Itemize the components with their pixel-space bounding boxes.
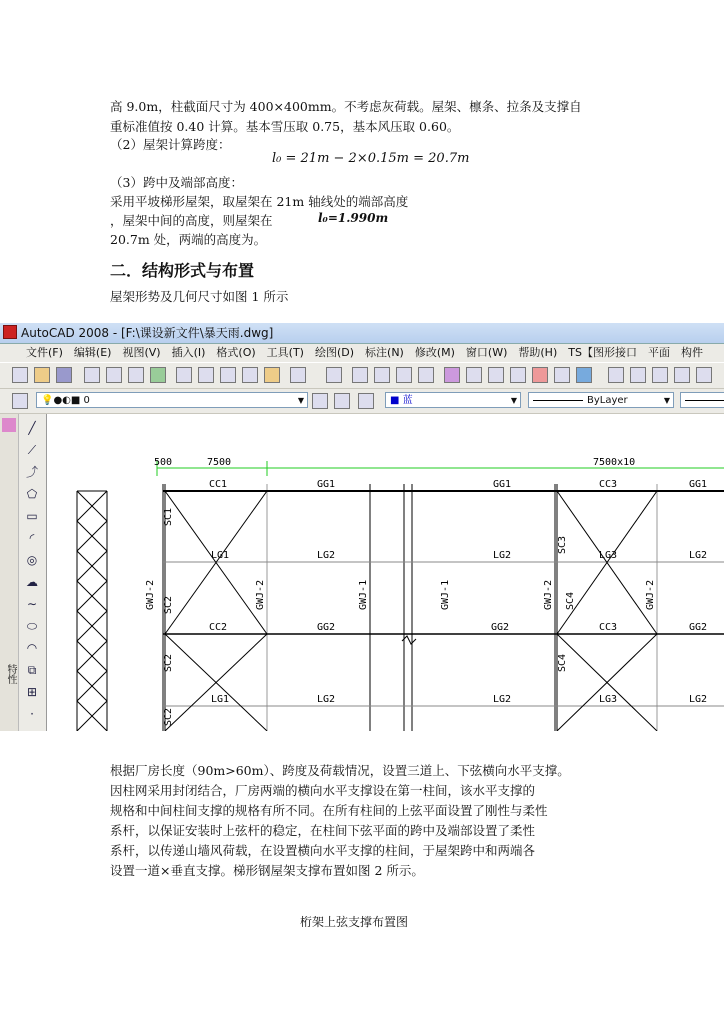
text-line: 根据厂房长度（90m>60m）、跨度及荷载情况，设置三道上、下弦横向水平支撑。 <box>110 763 570 778</box>
member-label: SC4 <box>565 591 576 610</box>
ts-tool-icon[interactable] <box>630 367 646 383</box>
menu-draw[interactable]: 绘图(D) <box>314 346 355 359</box>
member-label: GG1 <box>689 479 708 490</box>
rectangle-icon[interactable]: ▭ <box>26 509 38 523</box>
member-label: GWJ-2 <box>543 579 554 610</box>
properties-icon[interactable] <box>2 418 16 432</box>
member-label: LG3 <box>599 550 618 561</box>
text-line: （2）屋架计算跨度： <box>110 137 231 152</box>
menu-modify[interactable]: 修改(M) <box>414 346 455 359</box>
linetype-dropdown[interactable] <box>528 392 674 408</box>
member-label: CC3 <box>599 479 618 490</box>
menu-member[interactable]: 构件 <box>680 346 703 359</box>
draw-toolbar <box>0 414 47 731</box>
layer-previous-icon[interactable] <box>334 393 350 409</box>
chevron-down-icon: ▼ <box>510 396 517 405</box>
section-heading: 二．结构形式与布置 <box>110 261 255 280</box>
member-label: LG2 <box>689 550 708 561</box>
preview-icon[interactable] <box>106 367 122 383</box>
menu-dimension[interactable]: 标注(N) <box>365 346 404 359</box>
revision-cloud-icon[interactable]: ☁ <box>26 575 38 589</box>
line-tool-icon[interactable]: ╱ <box>28 421 36 435</box>
properties-dock <box>0 414 19 731</box>
menu-tools[interactable]: 工具(T) <box>266 346 304 359</box>
match-properties-icon[interactable] <box>242 367 258 383</box>
member-label: GWJ-2 <box>255 579 266 610</box>
text-line: 采用平坡梯形屋架，取屋架在 21m 轴线处的端部高度 <box>110 194 409 209</box>
menu-plan[interactable]: 平面 <box>647 346 670 359</box>
calculator-icon[interactable] <box>554 367 570 383</box>
ts-tool-icon[interactable] <box>652 367 668 383</box>
layers-toolbar <box>0 389 724 414</box>
drawing-canvas[interactable] <box>47 414 724 731</box>
text-line: 因柱网采用封闭结合，厂房两端的横向水平支撑设在第一柱间，该水平支撑的 <box>110 783 536 798</box>
member-label: CC3 <box>599 622 618 633</box>
text-line: （3）跨中及端部高度： <box>110 175 243 190</box>
text-line: 系杆，以保证安装时上弦杆的稳定，在柱间下弦平面的跨中及端部设置了柔性 <box>110 823 536 838</box>
zoom-window-icon[interactable] <box>396 367 412 383</box>
figure-caption: 桁架上弦支撑布置图 <box>300 915 409 929</box>
block-editor-icon[interactable] <box>264 367 280 383</box>
menu-view[interactable]: 视图(V) <box>122 346 161 359</box>
member-label: GG2 <box>491 622 510 633</box>
overlapping-formula: l₀=1.990m <box>318 211 389 225</box>
menu-insert[interactable]: 插入(I) <box>171 346 206 359</box>
layer-value: 0 <box>83 395 90 406</box>
properties-icon[interactable] <box>444 367 460 383</box>
text-line: 重标准值按 0.40 计算。基本雪压取 0.75，基本风压取 0.60。 <box>110 119 460 134</box>
member-label: GWJ-2 <box>145 579 156 610</box>
truss-elevation <box>77 491 107 731</box>
layer-dropdown[interactable] <box>36 392 308 408</box>
autocad-window <box>0 323 724 731</box>
publish-icon[interactable] <box>128 367 144 383</box>
lineweight-dropdown[interactable] <box>680 392 724 408</box>
member-label: CC2 <box>209 622 228 633</box>
undo-icon[interactable] <box>290 367 306 383</box>
text-line: 设置一道×垂直支撑。梯形钢屋架支撑布置如图 2 所示。 <box>110 863 424 878</box>
member-label: SC3 <box>557 535 568 554</box>
member-label: LG2 <box>493 550 512 561</box>
redo-icon[interactable] <box>326 367 342 383</box>
polygon-icon[interactable]: ⬠ <box>26 487 38 501</box>
color-dropdown[interactable] <box>385 392 521 408</box>
ts-tool-icon[interactable] <box>674 367 690 383</box>
member-label: LG1 <box>211 550 230 561</box>
text-line: 20.7m 处，两端的高度为。 <box>110 232 267 247</box>
menu-bar <box>0 344 724 362</box>
linetype-value: ByLayer <box>587 395 628 406</box>
menu-file[interactable]: 文件(F) <box>26 346 63 359</box>
chevron-down-icon: ▼ <box>663 396 670 405</box>
save-icon[interactable] <box>56 367 72 383</box>
text-line: 系杆，以传递山墙风荷载，在设置横向水平支撑的柱间，于屋架跨中和两端各 <box>110 843 536 858</box>
linetype-sample <box>533 400 583 401</box>
standard-toolbar <box>0 363 724 389</box>
member-label: SC1 <box>163 507 174 526</box>
point-icon[interactable]: · <box>30 707 34 721</box>
ts-tool-icon[interactable] <box>696 367 712 383</box>
polyline-icon[interactable]: ⤴ <box>25 465 38 479</box>
chevron-down-icon: ▼ <box>297 396 304 405</box>
insert-block-icon[interactable]: ⧉ <box>27 663 37 677</box>
design-center-icon[interactable] <box>466 367 482 383</box>
ellipse-arc-icon[interactable]: ◠ <box>26 641 38 655</box>
help-icon[interactable] <box>576 367 592 383</box>
menu-edit[interactable]: 编辑(E) <box>73 346 112 359</box>
member-label: GWJ-1 <box>440 579 451 610</box>
member-label: LG2 <box>317 694 336 705</box>
member-label: SC4 <box>557 653 568 672</box>
spline-icon[interactable]: ∼ <box>26 597 38 611</box>
color-value: ■ 蓝 <box>390 395 413 406</box>
text-line: 高 9.0m，柱截面尺寸为 400×400mm。不考虑灰荷载。屋架、檩条、拉条及支撑自 <box>110 99 582 114</box>
member-label: GG2 <box>317 622 336 633</box>
sheet-set-icon[interactable] <box>510 367 526 383</box>
member-label: SC2 <box>163 653 174 672</box>
menu-ts[interactable]: TS【图形接口 <box>568 346 637 359</box>
member-label: GG2 <box>689 622 708 633</box>
ts-tool-icon[interactable] <box>608 367 624 383</box>
tool-palettes-icon[interactable] <box>488 367 504 383</box>
autocad-app-icon <box>3 325 17 339</box>
member-label: GG1 <box>317 479 336 490</box>
properties-dock-label: 特性 <box>5 664 16 684</box>
member-label: LG1 <box>211 694 230 705</box>
member-label: SC2 <box>163 595 174 614</box>
cut-icon[interactable] <box>176 367 192 383</box>
zoom-realtime-icon[interactable] <box>374 367 390 383</box>
circle-icon[interactable]: ◎ <box>26 553 38 567</box>
menu-help[interactable]: 帮助(H) <box>518 346 558 359</box>
bracing-plan-drawing <box>47 414 724 731</box>
make-current-layer-icon[interactable] <box>312 393 328 409</box>
construction-line-icon[interactable]: ⟋ <box>27 443 37 457</box>
window-title: AutoCAD 2008 - [F:\课设新文件\暴天雨.dwg] <box>21 326 274 340</box>
open-icon[interactable] <box>34 367 50 383</box>
member-label: GG1 <box>493 479 512 490</box>
zoom-previous-icon[interactable] <box>418 367 434 383</box>
layer-state-icons: 💡●◐■ <box>41 395 84 406</box>
member-label: GWJ-2 <box>645 579 656 610</box>
dim-label: 7500 <box>207 457 232 468</box>
member-label: LG2 <box>689 694 708 705</box>
member-label: GWJ-1 <box>358 579 369 610</box>
text-line: ，屋架中间的高度，则屋架在 <box>110 213 273 228</box>
arc-icon[interactable]: ◜ <box>29 531 35 545</box>
lineweight-sample <box>685 400 724 401</box>
member-label: LG2 <box>317 550 336 561</box>
dim-label: 500 <box>154 457 173 468</box>
span-formula: l₀ = 21m − 2×0.15m = 20.7m <box>272 151 470 166</box>
intro-text: 屋架形势及几何尺寸如图 1 所示 <box>110 289 289 304</box>
new-icon[interactable] <box>12 367 28 383</box>
print-icon[interactable] <box>84 367 100 383</box>
pan-icon[interactable] <box>352 367 368 383</box>
member-label: LG2 <box>493 694 512 705</box>
title-bar <box>0 323 724 344</box>
paste-icon[interactable] <box>220 367 236 383</box>
copy-icon[interactable] <box>198 367 214 383</box>
member-label: CC1 <box>209 479 228 490</box>
member-label: LG3 <box>599 694 618 705</box>
layer-states-icon[interactable] <box>358 393 374 409</box>
3d-icon[interactable] <box>150 367 166 383</box>
dim-label: 7500x10 <box>593 457 636 468</box>
menu-window[interactable]: 窗口(W) <box>465 346 508 359</box>
ellipse-icon[interactable]: ⬭ <box>26 619 38 633</box>
text-line: 规格和中间柱间支撑的规格有所不同。在所有柱间的上弦平面设置了刚性与柔性 <box>110 803 548 818</box>
menu-format[interactable]: 格式(O) <box>216 346 256 359</box>
markup-icon[interactable] <box>532 367 548 383</box>
member-label: SC2 <box>163 707 174 726</box>
make-block-icon[interactable]: ⊞ <box>26 685 38 699</box>
layer-manager-icon[interactable] <box>12 393 28 409</box>
